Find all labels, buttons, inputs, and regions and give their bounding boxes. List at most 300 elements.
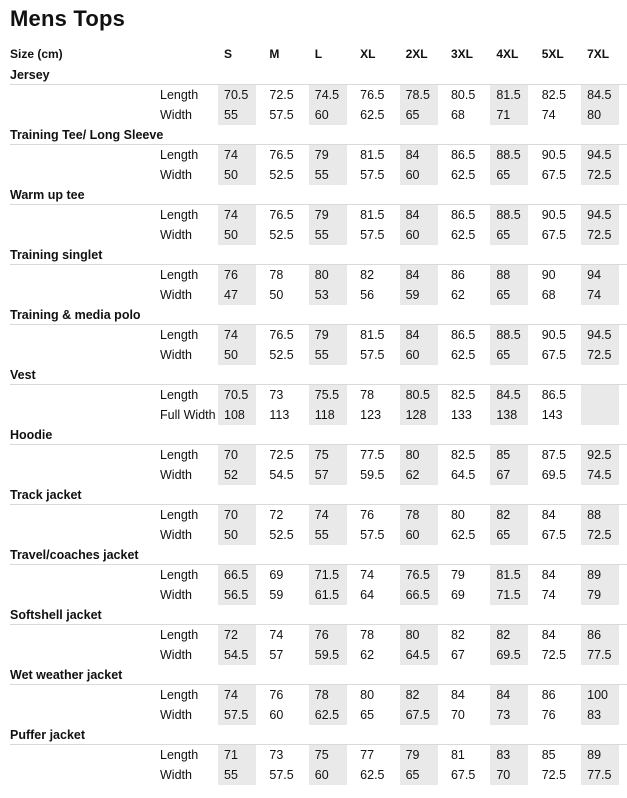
value-cell: 74 <box>581 285 619 305</box>
value-cell: 56 <box>360 288 375 302</box>
value-cell: 86.5 <box>450 328 476 342</box>
value-cell: 59 <box>269 588 284 602</box>
row-label: Width <box>160 348 192 362</box>
measurement-row <box>10 685 627 705</box>
value-cell: 79 <box>309 145 347 165</box>
value-cell: 65 <box>400 765 438 785</box>
value-cell: 78 <box>269 268 284 282</box>
value-cell: 76.5 <box>269 208 294 222</box>
value-cell: 66.5 <box>218 565 256 585</box>
value-cell: 67.5 <box>541 528 567 542</box>
value-cell: 71.5 <box>309 565 347 585</box>
value-cell: 82 <box>490 505 528 525</box>
value-cell: 74 <box>541 588 556 602</box>
value-cell: 77 <box>360 748 375 762</box>
value-cell: 78 <box>400 505 438 525</box>
value-cell: 82.5 <box>541 88 567 102</box>
category-row <box>10 186 627 205</box>
value-cell: 74.5 <box>581 465 619 485</box>
value-cell: 64.5 <box>400 645 438 665</box>
value-cell: 79 <box>581 585 619 605</box>
value-cell: 94.5 <box>581 205 619 225</box>
value-cell: 90.5 <box>541 148 567 162</box>
value-cell: 79 <box>400 745 438 765</box>
category-name: Track jacket <box>10 488 82 502</box>
value-cell: 86.5 <box>450 208 476 222</box>
value-cell: 92.5 <box>581 445 619 465</box>
measurement-row <box>10 345 627 365</box>
value-cell: 67.5 <box>400 705 438 725</box>
value-cell: 57 <box>309 465 347 485</box>
row-label: Width <box>160 228 192 242</box>
table-section <box>10 306 627 365</box>
value-cell: 55 <box>309 225 347 245</box>
table-section <box>10 546 627 605</box>
value-cell: 55 <box>309 525 347 545</box>
value-cell: 76 <box>309 625 347 645</box>
value-cell: 71.5 <box>490 585 528 605</box>
value-cell: 77.5 <box>360 448 385 462</box>
row-label: Length <box>160 628 199 642</box>
value-cell: 52 <box>218 465 256 485</box>
value-cell: 89 <box>581 745 619 765</box>
value-cell: 62 <box>360 648 375 662</box>
table-section <box>10 66 627 125</box>
value-cell: 57.5 <box>360 348 385 362</box>
value-cell: 94.5 <box>581 325 619 345</box>
table-section <box>10 666 627 725</box>
size-col-header-l: L <box>314 47 323 61</box>
value-cell: 55 <box>309 345 347 365</box>
value-cell: 90.5 <box>541 208 567 222</box>
measurement-row <box>10 705 627 725</box>
category-row <box>10 306 627 325</box>
value-cell: 82 <box>360 268 375 282</box>
value-cell: 69 <box>450 588 465 602</box>
value-cell: 75.5 <box>309 385 347 405</box>
value-cell: 128 <box>400 405 438 425</box>
value-cell: 100 <box>581 685 619 705</box>
value-cell: 62.5 <box>360 108 385 122</box>
value-cell: 83 <box>581 705 619 725</box>
value-cell: 70 <box>490 765 528 785</box>
table-section <box>10 486 627 545</box>
value-cell: 80 <box>360 688 375 702</box>
size-col-header-7xl: 7XL <box>587 47 610 61</box>
measurement-row <box>10 85 627 105</box>
table-header-row <box>10 44 627 64</box>
measurement-row <box>10 145 627 165</box>
value-cell: 70.5 <box>218 385 256 405</box>
value-cell: 86 <box>450 268 465 282</box>
category-name: Puffer jacket <box>10 728 86 742</box>
value-cell: 59.5 <box>309 645 347 665</box>
measurement-row <box>10 285 627 305</box>
value-cell: 72.5 <box>541 648 567 662</box>
row-label: Full Width <box>160 408 216 422</box>
value-cell: 68 <box>541 288 556 302</box>
value-cell: 113 <box>269 408 290 422</box>
row-label: Width <box>160 768 192 782</box>
value-cell: 67 <box>450 648 465 662</box>
row-label: Length <box>160 88 199 102</box>
value-cell: 65 <box>490 285 528 305</box>
value-cell: 60 <box>400 165 438 185</box>
category-name: Training singlet <box>10 248 103 262</box>
table-section <box>10 186 627 245</box>
value-cell: 86.5 <box>450 148 476 162</box>
value-cell: 62.5 <box>450 528 476 542</box>
value-cell: 84 <box>400 145 438 165</box>
value-cell: 83 <box>490 745 528 765</box>
value-cell: 138 <box>490 405 528 425</box>
table-section <box>10 426 627 485</box>
value-cell: 81.5 <box>360 208 385 222</box>
value-cell: 60 <box>269 708 284 722</box>
category-name: Vest <box>10 368 36 382</box>
row-label: Width <box>160 528 192 542</box>
value-cell: 73 <box>269 748 284 762</box>
row-label: Length <box>160 388 199 402</box>
row-label: Width <box>160 588 192 602</box>
value-cell: 60 <box>400 525 438 545</box>
value-cell: 62.5 <box>450 228 476 242</box>
value-cell: 62.5 <box>360 768 385 782</box>
value-cell: 86 <box>581 625 619 645</box>
category-row <box>10 426 627 445</box>
value-cell: 82.5 <box>450 388 476 402</box>
value-cell: 88 <box>490 265 528 285</box>
row-label: Width <box>160 168 192 182</box>
value-cell: 79 <box>450 568 465 582</box>
value-cell: 69.5 <box>490 645 528 665</box>
value-cell: 52.5 <box>269 348 294 362</box>
row-label: Width <box>160 108 192 122</box>
value-cell: 133 <box>450 408 472 422</box>
value-cell: 75 <box>309 445 347 465</box>
value-cell: 71 <box>218 745 256 765</box>
size-col-header-5xl: 5XL <box>541 47 564 61</box>
value-cell: 76.5 <box>269 328 294 342</box>
value-cell: 59.5 <box>360 468 385 482</box>
value-cell: 108 <box>218 405 256 425</box>
size-col-header-xl: XL <box>360 47 376 61</box>
value-cell: 50 <box>218 345 256 365</box>
value-cell: 84.5 <box>581 85 619 105</box>
value-cell: 81 <box>450 748 465 762</box>
value-cell: 64.5 <box>450 468 476 482</box>
category-name: Hoodie <box>10 428 53 442</box>
value-cell: 81.5 <box>360 328 385 342</box>
row-label: Length <box>160 148 199 162</box>
value-cell: 57.5 <box>269 108 294 122</box>
value-cell: 50 <box>269 288 284 302</box>
value-cell: 56.5 <box>218 585 256 605</box>
value-cell: 143 <box>541 408 563 422</box>
category-name: Warm up tee <box>10 188 85 202</box>
value-cell: 59 <box>400 285 438 305</box>
measurement-row <box>10 765 627 785</box>
row-label: Length <box>160 328 199 342</box>
size-table <box>10 44 627 785</box>
category-name: Travel/coaches jacket <box>10 548 139 562</box>
value-cell: 62.5 <box>450 168 476 182</box>
value-cell: 80.5 <box>400 385 438 405</box>
value-cell: 61.5 <box>309 585 347 605</box>
value-cell: 86.5 <box>541 388 567 402</box>
value-cell: 76.5 <box>360 88 385 102</box>
value-cell <box>581 385 619 405</box>
value-cell: 84.5 <box>490 385 528 405</box>
measurement-row <box>10 165 627 185</box>
value-cell: 82 <box>450 628 465 642</box>
measurement-row <box>10 645 627 665</box>
value-cell: 55 <box>218 105 256 125</box>
value-cell: 118 <box>309 405 347 425</box>
value-cell: 85 <box>541 748 556 762</box>
value-cell: 70 <box>450 708 465 722</box>
category-row <box>10 666 627 685</box>
value-cell: 90 <box>541 268 556 282</box>
value-cell: 79 <box>309 205 347 225</box>
value-cell: 82 <box>400 685 438 705</box>
value-cell: 84 <box>541 628 556 642</box>
measurement-row <box>10 465 627 485</box>
value-cell: 78 <box>360 388 375 402</box>
value-cell: 81.5 <box>490 85 528 105</box>
value-cell: 72.5 <box>581 165 619 185</box>
value-cell: 65 <box>490 345 528 365</box>
value-cell: 84 <box>541 508 556 522</box>
category-row <box>10 246 627 265</box>
value-cell: 86 <box>541 688 556 702</box>
row-label: Length <box>160 208 199 222</box>
category-row <box>10 546 627 565</box>
value-cell: 72 <box>218 625 256 645</box>
row-label: Length <box>160 508 199 522</box>
value-cell: 78.5 <box>400 85 438 105</box>
value-cell: 80.5 <box>450 88 476 102</box>
value-cell: 71 <box>490 105 528 125</box>
value-cell: 62 <box>450 288 465 302</box>
value-cell: 60 <box>309 765 347 785</box>
row-label: Length <box>160 568 199 582</box>
value-cell: 67.5 <box>541 228 567 242</box>
value-cell: 72.5 <box>269 88 294 102</box>
category-row <box>10 66 627 85</box>
value-cell: 60 <box>400 225 438 245</box>
value-cell: 54.5 <box>269 468 294 482</box>
value-cell: 72.5 <box>581 525 619 545</box>
value-cell: 73 <box>490 705 528 725</box>
value-cell: 70 <box>218 445 256 465</box>
row-label: Width <box>160 708 192 722</box>
value-cell: 76 <box>541 708 556 722</box>
row-label: Length <box>160 688 199 702</box>
category-row <box>10 606 627 625</box>
value-cell: 52.5 <box>269 528 294 542</box>
value-cell: 62.5 <box>309 705 347 725</box>
measurement-row <box>10 745 627 765</box>
value-cell: 52.5 <box>269 168 294 182</box>
value-cell: 74 <box>269 628 284 642</box>
table-section <box>10 126 627 185</box>
value-cell: 88.5 <box>490 145 528 165</box>
value-cell: 74 <box>218 145 256 165</box>
value-cell: 74 <box>360 568 375 582</box>
value-cell: 52.5 <box>269 228 294 242</box>
measurement-row <box>10 445 627 465</box>
category-name: Jersey <box>10 68 50 82</box>
measurement-row <box>10 265 627 285</box>
value-cell: 57.5 <box>360 528 385 542</box>
measurement-row <box>10 225 627 245</box>
value-cell: 87.5 <box>541 448 567 462</box>
value-cell: 50 <box>218 165 256 185</box>
value-cell: 57 <box>269 648 284 662</box>
value-cell: 81.5 <box>490 565 528 585</box>
value-cell: 84 <box>400 265 438 285</box>
value-cell: 78 <box>309 685 347 705</box>
value-cell: 67 <box>490 465 528 485</box>
value-cell: 68 <box>450 108 465 122</box>
value-cell: 55 <box>309 165 347 185</box>
table-sections <box>10 66 627 785</box>
measurement-row <box>10 325 627 345</box>
row-label: Width <box>160 288 192 302</box>
value-cell: 47 <box>218 285 256 305</box>
value-cell: 94.5 <box>581 145 619 165</box>
size-col-header-m: M <box>269 47 280 61</box>
value-cell: 76 <box>360 508 375 522</box>
row-label: Length <box>160 748 199 762</box>
measurement-row <box>10 625 627 645</box>
value-cell: 88.5 <box>490 205 528 225</box>
value-cell: 70 <box>218 505 256 525</box>
value-cell: 74 <box>218 325 256 345</box>
table-section <box>10 366 627 425</box>
value-cell: 62.5 <box>450 348 476 362</box>
category-name: Wet weather jacket <box>10 668 123 682</box>
size-unit-header: Size (cm) <box>10 47 63 61</box>
value-cell: 54.5 <box>218 645 256 665</box>
value-cell: 72.5 <box>581 345 619 365</box>
value-cell: 57.5 <box>218 705 256 725</box>
value-cell: 70.5 <box>218 85 256 105</box>
value-cell: 73 <box>269 388 284 402</box>
value-cell: 67.5 <box>541 348 567 362</box>
value-cell: 80 <box>400 445 438 465</box>
measurement-row <box>10 585 627 605</box>
value-cell: 72.5 <box>581 225 619 245</box>
value-cell: 80 <box>400 625 438 645</box>
measurement-row <box>10 505 627 525</box>
value-cell: 84 <box>400 325 438 345</box>
category-name: Softshell jacket <box>10 608 102 622</box>
page-title: Mens Tops <box>10 6 126 31</box>
category-name: Training Tee/ Long Sleeve <box>10 128 164 142</box>
row-label: Width <box>160 648 192 662</box>
value-cell: 78 <box>360 628 375 642</box>
value-cell: 82.5 <box>450 448 476 462</box>
value-cell: 74 <box>218 685 256 705</box>
value-cell: 60 <box>400 345 438 365</box>
category-row <box>10 726 627 745</box>
category-row <box>10 366 627 385</box>
row-label: Length <box>160 268 199 282</box>
value-cell: 74 <box>218 205 256 225</box>
size-col-header-4xl: 4XL <box>496 47 519 61</box>
category-name: Training & media polo <box>10 308 141 322</box>
value-cell: 60 <box>309 105 347 125</box>
value-cell: 67.5 <box>450 768 476 782</box>
category-row <box>10 486 627 505</box>
value-cell: 74.5 <box>309 85 347 105</box>
value-cell: 89 <box>581 565 619 585</box>
value-cell: 76.5 <box>269 148 294 162</box>
value-cell: 84 <box>400 205 438 225</box>
value-cell: 65 <box>490 165 528 185</box>
table-section <box>10 726 627 785</box>
value-cell: 82 <box>490 625 528 645</box>
value-cell: 65 <box>490 225 528 245</box>
value-cell: 76 <box>218 265 256 285</box>
value-cell: 84 <box>490 685 528 705</box>
value-cell: 65 <box>490 525 528 545</box>
value-cell: 77.5 <box>581 765 619 785</box>
value-cell: 62 <box>400 465 438 485</box>
value-cell: 50 <box>218 225 256 245</box>
value-cell: 66.5 <box>400 585 438 605</box>
measurement-row <box>10 385 627 405</box>
value-cell: 88 <box>581 505 619 525</box>
value-cell: 55 <box>218 765 256 785</box>
value-cell: 74 <box>309 505 347 525</box>
value-cell: 84 <box>541 568 556 582</box>
table-section <box>10 246 627 305</box>
value-cell: 77.5 <box>581 645 619 665</box>
value-cell: 80 <box>581 105 619 125</box>
value-cell: 50 <box>218 525 256 545</box>
value-cell: 84 <box>450 688 465 702</box>
value-cell: 76 <box>269 688 284 702</box>
size-col-header-2xl: 2XL <box>405 47 428 61</box>
value-cell: 57.5 <box>360 168 385 182</box>
measurement-row <box>10 105 627 125</box>
measurement-row <box>10 565 627 585</box>
category-row <box>10 126 627 145</box>
size-col-header-s: S <box>224 47 233 61</box>
value-cell: 81.5 <box>360 148 385 162</box>
value-cell: 80 <box>450 508 465 522</box>
value-cell: 88.5 <box>490 325 528 345</box>
measurement-row <box>10 205 627 225</box>
value-cell: 69 <box>269 568 284 582</box>
value-cell: 85 <box>490 445 528 465</box>
value-cell: 75 <box>309 745 347 765</box>
value-cell: 90.5 <box>541 328 567 342</box>
size-col-header-3xl: 3XL <box>450 47 473 61</box>
row-label: Length <box>160 448 199 462</box>
value-cell: 94 <box>581 265 619 285</box>
row-label: Width <box>160 468 192 482</box>
value-cell: 64 <box>360 588 375 602</box>
measurement-row <box>10 525 627 545</box>
value-cell: 80 <box>309 265 347 285</box>
value-cell: 123 <box>360 408 382 422</box>
value-cell: 53 <box>309 285 347 305</box>
measurement-row <box>10 405 627 425</box>
